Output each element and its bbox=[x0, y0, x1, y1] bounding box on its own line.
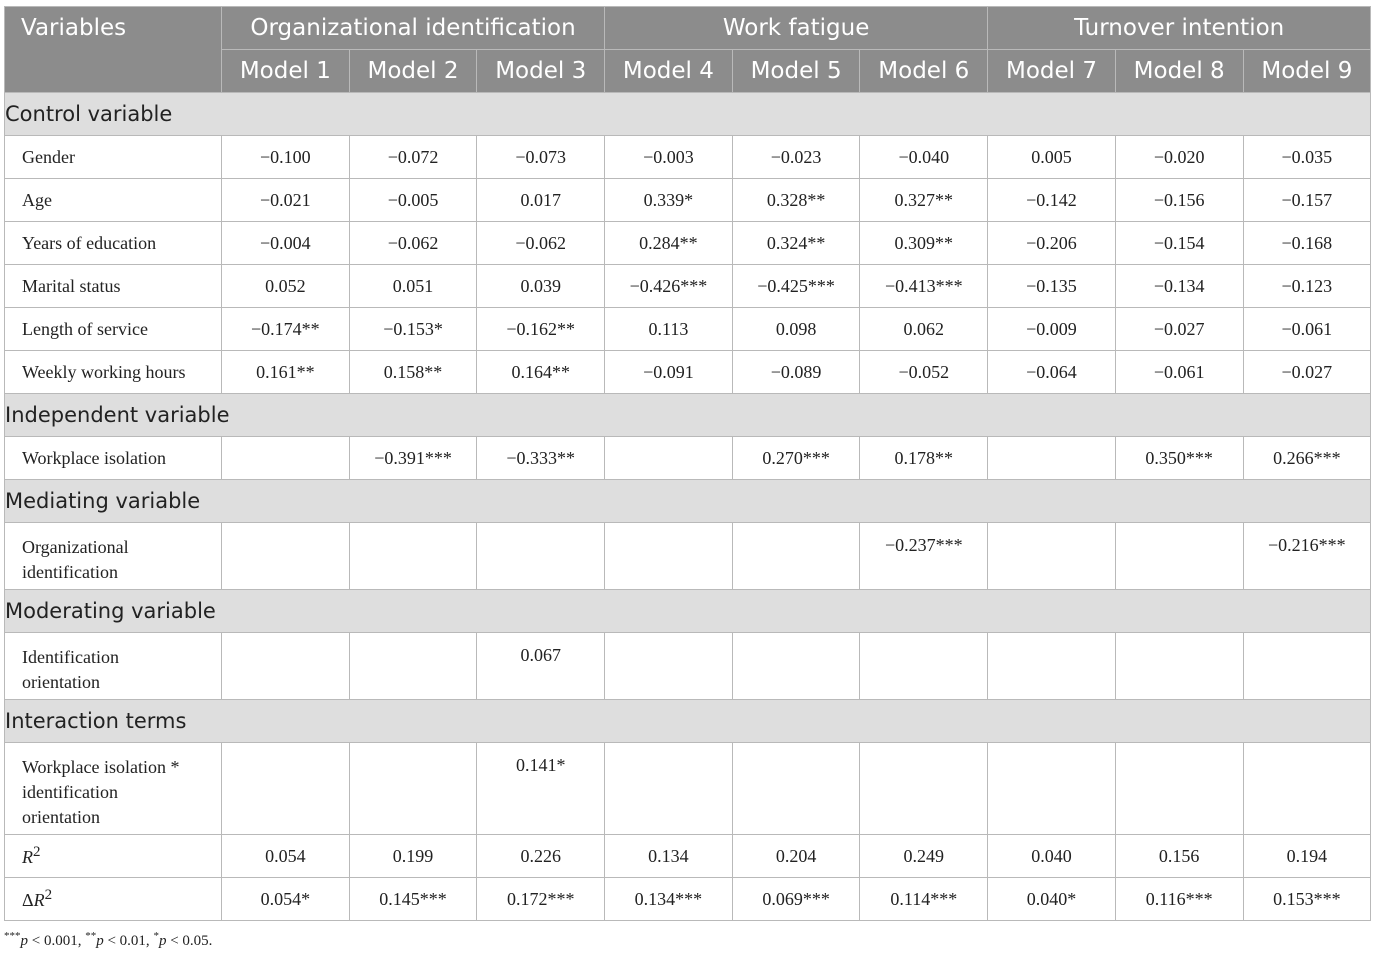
table-row bbox=[5, 179, 1371, 222]
row-label-line: identification bbox=[22, 782, 118, 802]
footnote-stars: ** bbox=[85, 930, 97, 942]
table-cell: 0.226 bbox=[477, 835, 605, 878]
table-cell: −0.040 bbox=[860, 136, 988, 179]
table-cell: −0.100 bbox=[222, 136, 350, 179]
table-cell: −0.135 bbox=[988, 265, 1116, 308]
table-cell: −0.062 bbox=[477, 222, 605, 265]
table-cell: 0.178** bbox=[860, 437, 988, 480]
table-row bbox=[5, 308, 1371, 351]
row-label bbox=[5, 743, 222, 835]
row-label bbox=[5, 633, 222, 700]
table-cell: 0.194 bbox=[1243, 835, 1371, 878]
table-cell: 0.017 bbox=[477, 179, 605, 222]
table-cell: 0.199 bbox=[349, 835, 477, 878]
regression-table bbox=[4, 6, 1371, 921]
table-cell bbox=[1115, 633, 1243, 700]
table-cell: −0.052 bbox=[860, 351, 988, 394]
superscript: 2 bbox=[33, 844, 41, 860]
table-cell: 0.270*** bbox=[732, 437, 860, 480]
table-cell: 0.116*** bbox=[1115, 878, 1243, 921]
table-cell bbox=[1243, 743, 1371, 835]
table-cell: −0.123 bbox=[1243, 265, 1371, 308]
footnote-stars: * bbox=[153, 930, 159, 942]
table-row bbox=[5, 437, 1371, 480]
table-cell bbox=[860, 633, 988, 700]
table-row bbox=[5, 633, 1371, 700]
table-cell: 0.350*** bbox=[1115, 437, 1243, 480]
footnote-text: < 0.05. bbox=[166, 933, 213, 949]
superscript: 2 bbox=[44, 887, 53, 903]
footnote-p: p bbox=[20, 933, 28, 949]
table-cell: −0.023 bbox=[732, 136, 860, 179]
footnote bbox=[4, 930, 212, 950]
table-cell: 0.284** bbox=[605, 222, 733, 265]
model-header: Model 3 bbox=[477, 50, 605, 93]
table-cell bbox=[1243, 633, 1371, 700]
table-cell: −0.413*** bbox=[860, 265, 988, 308]
table-row bbox=[5, 136, 1371, 179]
model-header: Model 4 bbox=[605, 50, 733, 93]
table-cell: −0.004 bbox=[222, 222, 350, 265]
table-cell bbox=[988, 523, 1116, 590]
section-moderating-variable bbox=[5, 590, 1371, 633]
table-cell: −0.089 bbox=[732, 351, 860, 394]
table-cell: −0.426*** bbox=[605, 265, 733, 308]
table-cell: 0.158** bbox=[349, 351, 477, 394]
table-cell bbox=[349, 523, 477, 590]
row-label-line: Workplace isolation * bbox=[22, 757, 180, 777]
table-cell: −0.154 bbox=[1115, 222, 1243, 265]
table-cell: 0.098 bbox=[732, 308, 860, 351]
table-cell bbox=[605, 743, 733, 835]
table-cell: 0.054* bbox=[222, 878, 350, 921]
footnote-stars: *** bbox=[4, 930, 21, 942]
footnote-text: < 0.01, bbox=[103, 933, 154, 949]
model-header: Model 5 bbox=[732, 50, 860, 93]
row-label: Years of education bbox=[5, 222, 222, 265]
table-cell: 0.052 bbox=[222, 265, 350, 308]
table-cell: −0.134 bbox=[1115, 265, 1243, 308]
table-row bbox=[5, 265, 1371, 308]
table-cell: 0.161** bbox=[222, 351, 350, 394]
footnote-p: p bbox=[96, 933, 104, 949]
r-symbol: R bbox=[33, 890, 45, 910]
table-cell: −0.162** bbox=[477, 308, 605, 351]
row-label-line: identification bbox=[22, 562, 118, 582]
row-label-line: orientation bbox=[22, 672, 100, 692]
table-cell: 0.145*** bbox=[349, 878, 477, 921]
table-cell bbox=[732, 743, 860, 835]
footnote-p: p bbox=[158, 933, 167, 949]
table-cell bbox=[988, 633, 1116, 700]
table-cell: −0.091 bbox=[605, 351, 733, 394]
section-mediating-variable bbox=[5, 480, 1371, 523]
table-cell: 0.134 bbox=[605, 835, 733, 878]
table-cell bbox=[605, 523, 733, 590]
model-header: Model 6 bbox=[860, 50, 988, 93]
table-cell: −0.027 bbox=[1115, 308, 1243, 351]
section-independent-variable bbox=[5, 394, 1371, 437]
table-cell: 0.040* bbox=[988, 878, 1116, 921]
table-cell bbox=[605, 437, 733, 480]
table-cell: −0.391*** bbox=[349, 437, 477, 480]
section-control-variable bbox=[5, 93, 1371, 136]
table-cell: 0.339* bbox=[605, 179, 733, 222]
table-cell: 0.062 bbox=[860, 308, 988, 351]
row-label: Gender bbox=[5, 136, 222, 179]
table-cell: 0.141* bbox=[477, 743, 605, 835]
table-cell: −0.073 bbox=[477, 136, 605, 179]
table-cell: −0.216*** bbox=[1243, 523, 1371, 590]
model-header: Model 1 bbox=[222, 50, 350, 93]
table-cell: 0.113 bbox=[605, 308, 733, 351]
table-cell: 0.069*** bbox=[732, 878, 860, 921]
table-cell: 0.005 bbox=[988, 136, 1116, 179]
model-header: Model 8 bbox=[1115, 50, 1243, 93]
table-cell: −0.237*** bbox=[860, 523, 988, 590]
table-cell bbox=[605, 633, 733, 700]
variables-header: Variables bbox=[5, 7, 222, 93]
table-cell: 0.067 bbox=[477, 633, 605, 700]
table-cell: −0.061 bbox=[1115, 351, 1243, 394]
table-row bbox=[5, 878, 1371, 921]
r-symbol: R bbox=[22, 847, 33, 867]
table-cell: −0.009 bbox=[988, 308, 1116, 351]
table-cell bbox=[349, 633, 477, 700]
table-cell: 0.249 bbox=[860, 835, 988, 878]
table-cell: −0.027 bbox=[1243, 351, 1371, 394]
row-label-line: orientation bbox=[22, 807, 100, 827]
row-label-line: Identification bbox=[22, 647, 119, 667]
row-label: Marital status bbox=[5, 265, 222, 308]
table-cell: 0.153*** bbox=[1243, 878, 1371, 921]
group-header-work-fatigue: Work fatigue bbox=[605, 7, 988, 50]
group-header-turnover-intention: Turnover intention bbox=[988, 7, 1371, 50]
table-cell: 0.327** bbox=[860, 179, 988, 222]
row-label bbox=[5, 878, 222, 921]
table-cell bbox=[349, 743, 477, 835]
table-row bbox=[5, 835, 1371, 878]
section-title: Mediating variable bbox=[5, 480, 1371, 523]
header-row-groups bbox=[5, 7, 1371, 50]
table-cell: −0.333** bbox=[477, 437, 605, 480]
table-cell bbox=[732, 523, 860, 590]
table-cell: −0.003 bbox=[605, 136, 733, 179]
table-cell bbox=[1115, 743, 1243, 835]
table-cell bbox=[732, 633, 860, 700]
table-cell: −0.020 bbox=[1115, 136, 1243, 179]
table-cell: 0.309** bbox=[860, 222, 988, 265]
table-cell: −0.021 bbox=[222, 179, 350, 222]
table-cell: 0.054 bbox=[222, 835, 350, 878]
table-cell bbox=[222, 743, 350, 835]
section-title: Moderating variable bbox=[5, 590, 1371, 633]
table-row bbox=[5, 743, 1371, 835]
row-label-line: Organizational bbox=[22, 537, 129, 557]
table-cell: −0.425*** bbox=[732, 265, 860, 308]
group-header-organizational-identification: Organizational identification bbox=[222, 7, 605, 50]
table-cell bbox=[222, 523, 350, 590]
table-cell: −0.174** bbox=[222, 308, 350, 351]
row-label: Length of service bbox=[5, 308, 222, 351]
section-title: Control variable bbox=[5, 93, 1371, 136]
table-cell: −0.061 bbox=[1243, 308, 1371, 351]
section-interaction-terms bbox=[5, 700, 1371, 743]
table-cell bbox=[988, 743, 1116, 835]
row-label bbox=[5, 835, 222, 878]
table-cell: 0.328** bbox=[732, 179, 860, 222]
table-cell: −0.153* bbox=[349, 308, 477, 351]
table-cell bbox=[988, 437, 1116, 480]
model-header: Model 9 bbox=[1243, 50, 1371, 93]
table-cell: 0.040 bbox=[988, 835, 1116, 878]
table-cell: −0.035 bbox=[1243, 136, 1371, 179]
model-header: Model 2 bbox=[349, 50, 477, 93]
table-row bbox=[5, 351, 1371, 394]
table-row bbox=[5, 523, 1371, 590]
table-cell: −0.064 bbox=[988, 351, 1116, 394]
table-cell: −0.157 bbox=[1243, 179, 1371, 222]
table-cell: 0.156 bbox=[1115, 835, 1243, 878]
table-cell: 0.266*** bbox=[1243, 437, 1371, 480]
row-label: Workplace isolation bbox=[5, 437, 222, 480]
table-cell bbox=[860, 743, 988, 835]
table-cell: 0.039 bbox=[477, 265, 605, 308]
row-label bbox=[5, 523, 222, 590]
row-label: Weekly working hours bbox=[5, 351, 222, 394]
footnote-text: < 0.001, bbox=[28, 933, 86, 949]
table-cell: −0.168 bbox=[1243, 222, 1371, 265]
table-cell: 0.114*** bbox=[860, 878, 988, 921]
table-cell: 0.324** bbox=[732, 222, 860, 265]
table-cell: 0.164** bbox=[477, 351, 605, 394]
section-title: Interaction terms bbox=[5, 700, 1371, 743]
table-cell: −0.072 bbox=[349, 136, 477, 179]
table-cell bbox=[222, 633, 350, 700]
section-title: Independent variable bbox=[5, 394, 1371, 437]
delta-symbol: Δ bbox=[22, 890, 34, 910]
table-cell bbox=[477, 523, 605, 590]
table-cell: 0.204 bbox=[732, 835, 860, 878]
table-cell bbox=[222, 437, 350, 480]
table-cell: 0.134*** bbox=[605, 878, 733, 921]
row-label: Age bbox=[5, 179, 222, 222]
table-cell: −0.142 bbox=[988, 179, 1116, 222]
table-cell: −0.156 bbox=[1115, 179, 1243, 222]
table-cell: 0.051 bbox=[349, 265, 477, 308]
table-row bbox=[5, 222, 1371, 265]
table-cell: −0.206 bbox=[988, 222, 1116, 265]
table-cell: −0.005 bbox=[349, 179, 477, 222]
table-cell bbox=[1115, 523, 1243, 590]
model-header: Model 7 bbox=[988, 50, 1116, 93]
table-cell: −0.062 bbox=[349, 222, 477, 265]
table-cell: 0.172*** bbox=[477, 878, 605, 921]
